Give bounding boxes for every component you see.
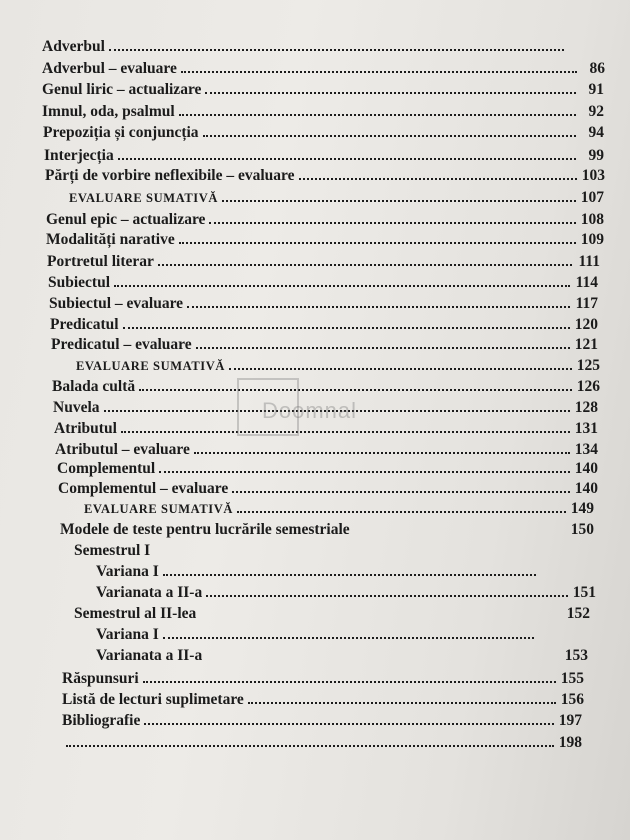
toc-page-number: 94 xyxy=(588,124,604,141)
toc-entry-label: Variana I xyxy=(96,626,159,643)
toc-entry-label: Bibliografie xyxy=(62,712,141,729)
toc-row xyxy=(96,645,588,665)
dot-leader xyxy=(114,272,570,287)
dot-leader xyxy=(123,314,570,329)
toc-entry-label: Atributul – evaluare xyxy=(55,441,190,458)
toc-page-number: 114 xyxy=(575,274,598,291)
dot-leader xyxy=(232,478,570,493)
toc-row xyxy=(96,624,562,644)
toc-entry-label: EVALUARE SUMATIVĂ xyxy=(69,191,218,205)
toc-row xyxy=(62,732,582,752)
dot-leader xyxy=(209,209,576,224)
toc-row xyxy=(57,458,598,478)
toc-row xyxy=(62,668,584,688)
toc-page-number: 107 xyxy=(580,189,604,206)
toc-entry-label: Varianata a II-a xyxy=(96,647,203,664)
dot-leader xyxy=(237,498,566,513)
dot-leader xyxy=(248,689,556,704)
toc-row xyxy=(42,58,605,78)
dot-leader xyxy=(187,293,570,308)
dot-leader xyxy=(163,561,536,576)
toc-entry-label: Listă de lecturi suplimetare xyxy=(62,691,244,708)
dot-leader xyxy=(222,187,576,202)
toc-row xyxy=(96,582,596,602)
toc-page-number: 121 xyxy=(574,336,598,353)
toc-row xyxy=(50,314,598,334)
toc-page-number: 111 xyxy=(578,253,600,270)
toc-page-number: 149 xyxy=(570,500,594,517)
toc-entry-label: EVALUARE SUMATIVĂ xyxy=(84,502,233,516)
toc-page-number: 99 xyxy=(588,147,604,164)
toc-page-number: 153 xyxy=(564,647,588,664)
toc-entry-label: Semestrul I xyxy=(74,542,151,559)
toc-row xyxy=(47,251,600,271)
toc-entry-label: Semestrul al II-lea xyxy=(74,605,197,622)
toc-entry-label: Răspunsuri xyxy=(62,670,139,687)
toc-entry-label: Modele de teste pentru lucrările semestriale xyxy=(60,521,350,538)
dot-leader xyxy=(158,251,572,266)
toc-entry-label: Genul liric – actualizare xyxy=(42,81,202,98)
toc-page-number: 156 xyxy=(560,691,584,708)
dot-leader xyxy=(143,668,556,683)
toc-entry-label: Părți de vorbire neflexibile – evaluare xyxy=(45,167,295,184)
toc-row xyxy=(45,165,605,185)
dot-leader xyxy=(163,624,534,639)
toc-entry-label: Subiectul – evaluare xyxy=(49,295,184,312)
toc-entry-label: Atributul xyxy=(54,420,117,437)
watermark-text: Doomnal xyxy=(262,398,358,423)
toc-row xyxy=(74,540,564,560)
toc-entry-label: Varianata a II-a xyxy=(96,584,203,601)
toc-entry-label: Genul epic – actualizare xyxy=(46,211,206,228)
toc-row xyxy=(42,36,592,56)
toc-page-number: 103 xyxy=(581,167,605,184)
toc-page-number: 152 xyxy=(566,605,590,622)
toc-row xyxy=(74,603,590,623)
toc-page-number: 151 xyxy=(572,584,596,601)
toc-entry-label: Complementul xyxy=(57,460,156,477)
toc-row xyxy=(58,478,598,498)
toc-row xyxy=(96,561,564,581)
toc-row xyxy=(49,293,598,313)
toc-row xyxy=(48,272,598,292)
dot-leader xyxy=(299,165,577,180)
toc-entry-label: Complementul – evaluare xyxy=(58,480,229,497)
toc-entry-label: Adverbul xyxy=(42,38,105,55)
dot-leader xyxy=(196,334,570,349)
toc-page-number: 117 xyxy=(575,295,598,312)
toc-page-number: 197 xyxy=(558,712,582,729)
toc-page-number: 86 xyxy=(589,60,605,77)
toc-entry-label: Portretul literar xyxy=(47,253,154,270)
toc-entry-label: Modalități narative xyxy=(46,231,175,248)
toc-page-number: 92 xyxy=(588,103,604,120)
dot-leader xyxy=(109,36,564,51)
dot-leader xyxy=(179,229,576,244)
toc-page-number: 120 xyxy=(574,316,598,333)
toc-row xyxy=(46,209,604,229)
toc-entry-label: Imnul, oda, psalmul xyxy=(42,103,175,120)
toc-row xyxy=(60,519,594,539)
toc-row xyxy=(55,439,598,459)
toc-row xyxy=(84,498,594,518)
toc-row xyxy=(42,79,604,99)
toc-entry-label: Variana I xyxy=(96,563,159,580)
toc-entry-label: EVALUARE SUMATIVĂ xyxy=(76,359,225,373)
toc-page-number: 108 xyxy=(580,211,604,228)
dot-leader xyxy=(203,122,576,137)
toc-row xyxy=(52,376,600,396)
dot-leader xyxy=(181,58,577,73)
dot-leader xyxy=(118,145,576,160)
toc-entry-label: Subiectul xyxy=(48,274,111,291)
toc-row xyxy=(62,710,582,730)
toc-row xyxy=(46,229,604,249)
dot-leader xyxy=(159,458,570,473)
toc-page-number: 155 xyxy=(560,670,584,687)
toc-entry-label: Prepoziția și conjuncția xyxy=(43,124,199,141)
toc-row xyxy=(69,187,604,207)
toc-entry-label: Interjecția xyxy=(44,147,114,164)
toc-page-number: 109 xyxy=(580,231,604,248)
toc-row xyxy=(42,101,604,121)
dot-leader xyxy=(66,732,554,747)
toc-entry-label: Nuvela xyxy=(53,399,100,416)
toc-entry-label: Adverbul – evaluare xyxy=(42,60,177,77)
dot-leader xyxy=(205,79,576,94)
toc-page-number: 140 xyxy=(574,480,598,497)
dot-leader xyxy=(144,710,554,725)
dot-leader xyxy=(139,376,572,391)
toc-page-number: 125 xyxy=(576,357,600,374)
toc-page-number: 128 xyxy=(574,399,598,416)
toc-page-number: 140 xyxy=(574,460,598,477)
toc-entry-label: Balada cultă xyxy=(52,378,136,395)
toc-entry-label: Predicatul xyxy=(50,316,119,333)
toc-row xyxy=(62,689,584,709)
toc-page-number: 134 xyxy=(574,441,598,458)
toc-page-number: 150 xyxy=(570,521,594,538)
toc-entry-label: Predicatul – evaluare xyxy=(51,336,192,353)
toc-page-number: 91 xyxy=(588,81,604,98)
dot-leader xyxy=(179,101,576,116)
toc-row xyxy=(43,122,604,142)
dot-leader xyxy=(229,355,572,370)
toc-page-number: 126 xyxy=(576,378,600,395)
dot-leader xyxy=(194,439,570,454)
toc-page-number: 131 xyxy=(574,420,598,437)
toc-row xyxy=(76,355,600,375)
toc-page-number: 198 xyxy=(558,734,582,751)
toc-row xyxy=(44,145,604,165)
toc-row xyxy=(51,334,598,354)
dot-leader xyxy=(206,582,568,597)
